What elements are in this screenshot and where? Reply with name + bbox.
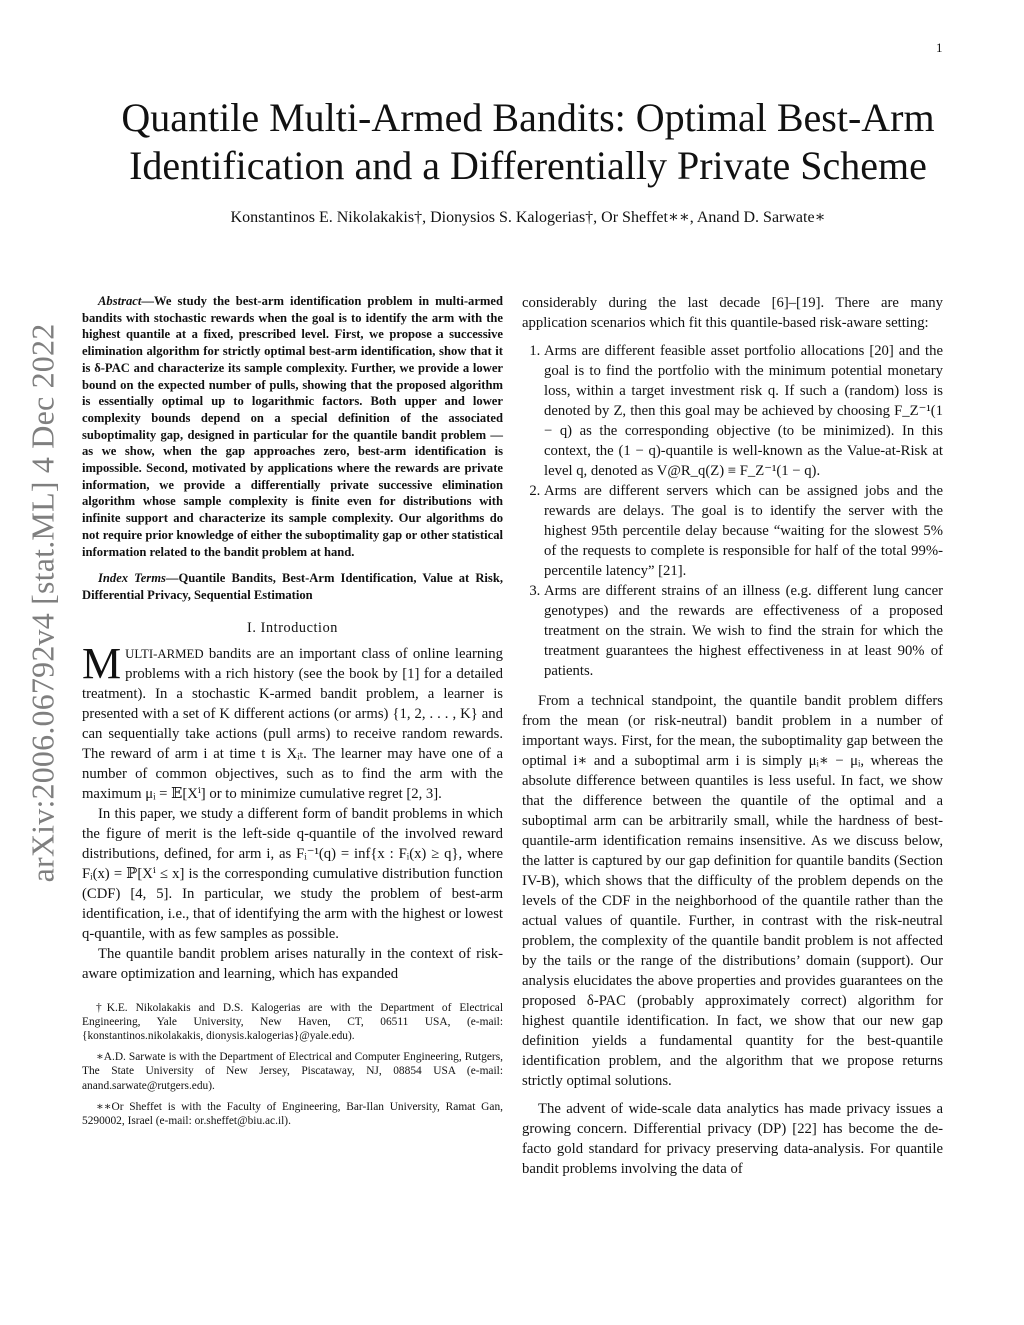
intro-paragraph-1 xyxy=(82,638,503,804)
right-paragraph-2: From a technical standpoint, the quantile bandit problem differs from the mean (or risk-neutral) bandit problem in a number of important ways. First, for the mean, the suboptimality gap between the optimal i∗ and a suboptimal arm i is simply μᵢ∗ − μᵢ, whereas the absolute difference between quantiles is less useful. In fact, we show that the difference between the quantile of the optimal and a suboptimal arm can be arbitrarily small, while the hardness of best-quantile-arm identification remains insensitive. As we discuss below, the latter is captured by our gap definition for quantile bandits (Section IV-B), which shows that the difficulty of the problem depends on the levels of the CDF in the neighborhood of the quantile rather than the actual values of quantile. Further, in contrast with the risk-neutral problem, the complexity of the quantile bandit problem is not affected by the tails or the range of the distributions’ domain (support). Our analysis elucidates the above properties and provides guarantees on the proposed δ-PAC (probably approximately correct) algorithm for highest quantile identification. In fact, we show that our new gap definition yields a fundamental quantity for the best-quantile identification problem, and the algorithm that we propose returns strictly optimal solutions. xyxy=(522,693,943,1089)
list-item: 1. Arms are different feasible asset portfolio allocations [20] and the goal is to find the portfolio with the minimum potential monetary loss, within a target investment risk q. If such a (random) loss is denoted by Z, then this goal may be achieved by choosing F_Z⁻¹(1 − q) as the corresponding objective (to be minimized). In this context, the (1 − q)-quantile is well-known as the Value-at-Risk at level q, denoted as V@R_q(Z) ≡ F_Z⁻¹(1 − q). xyxy=(544,341,943,481)
right-paragraph-1: considerably during the last decade [6]–[19]. There are many application scenarios which fit this quantile-based risk-aware setting: xyxy=(522,295,943,331)
footnote-yale: †K.E. Nikolakakis and D.S. Kalogerias are with the Department of Electrical Engineering, Yale University, New Haven, CT, 06511 USA, (e-mail: {konstantinos.nikolakakis, dionysis.kalogerias}@yale.edu). xyxy=(82,1001,503,1043)
abstract xyxy=(82,293,503,560)
left-column xyxy=(82,293,503,1128)
paper-title xyxy=(60,94,996,190)
title-line-2: Identification and a Differentially Private Scheme xyxy=(129,143,927,188)
index-terms-label: Index Terms xyxy=(98,571,166,586)
page-number: 1 xyxy=(936,40,943,55)
drop-cap-rest: ULTI-ARMED xyxy=(125,646,204,661)
application-list xyxy=(522,341,943,681)
index-terms xyxy=(82,570,503,603)
intro-paragraph-2: In this paper, we study a different form of bandit problems in which the figure of merit is the left-side q-quantile of the involved reward distributions, defined, for arm i, as Fᵢ⁻¹(q) = inf{x : Fᵢ(x) ≥ q}, where Fᵢ(x) = ℙ[Xⁱ ≤ x] is the corresponding cumulative distribution function (CDF) [4, 5]. In particular, we study the problem of best-arm identification, i.e., that of identifying the arm with the highest or lowest q-quantile, with as few samples as possible. xyxy=(82,805,503,942)
abstract-body: —We study the best-arm identification problem in multi-armed bandits with stochastic rewards when the goal is to identify the arm with the highest quantile at a fixed, prescribed level. First, we propose a successive elimination algorithm for strictly optimal best-arm identification, show that it is δ-PAC and characterize its sample complexity. Further, we provide a lower bound on the expected number of pulls, showing that the proposed algorithm is essentially optimal up to logarithmic factors. Both upper and lower complexity bounds depend on a special definition of the associated suboptimality gap, designed in particular for the quantile bandit problem — as we show, when the gap approaches zero, best-arm identification is impossible. Second, motivated by applications where the rewards are private information, we provide a differentially private successive elimination algorithm whose sample complexity is finite even for distributions with infinite support and characterize its sample complexity. Our algorithms do not require prior knowledge of either the suboptimality gap or other statistical information related to the bandit problem at hand. xyxy=(82,294,503,559)
arxiv-identifier: arXiv:2006.06792v4 [stat.ML] 4 Dec 2022 xyxy=(24,323,61,883)
intro-paragraph-1-text: bandits are an important class of online learning problems with a rich history (see the book by [1] for a detailed treatment). In a stochastic K-armed bandit problem, a learner is presented with a set of K different actions (or arms) {1, 2, . . . , K} and can sequentially take actions (pull arms) to receive random rewards. The reward of arm i at time t is Xᵢₜ. The learner may have one of a number of common objectives, such as to find the arm with the maximum μᵢ = 𝔼[Xⁱ] or to minimize cumulative regret [2, 3]. xyxy=(82,645,503,802)
footnote-rutgers: ∗A.D. Sarwate is with the Department of Electrical and Computer Engineering, Rutgers, The State University of New Jersey, Piscataway, NJ, 08854 USA (e-mail: anand.sarwate@rutgers.edu). xyxy=(82,1051,503,1092)
right-paragraph-3: The advent of wide-scale data analytics has made privacy issues a growing concern. Differential privacy (DP) [22] has become the de-facto gold standard for privacy preserving data-analysis. For quantile bandit problems involving the data of xyxy=(522,1101,943,1177)
title-line-1: Quantile Multi-Armed Bandits: Optimal Best-Arm xyxy=(121,95,935,140)
footnote-bar-ilan: ∗∗Or Sheffet is with the Faculty of Engineering, Bar-Ilan University, Ramat Gan, 5290002, Israel (e-mail: or.sheffet@biu.ac.il). xyxy=(82,1100,503,1128)
list-item: 3. Arms are different strains of an illness (e.g. different lung cancer genotypes) and the rewards are effectiveness of a proposed treatment on the strain. We wish to find the strain for which the treatment guarantees the highest effectiveness in at least 90% of patients. xyxy=(544,581,943,681)
drop-cap-letter: M xyxy=(82,638,122,688)
section-heading-introduction: I. Introduction xyxy=(247,619,338,636)
abstract-label: Abstract xyxy=(98,294,142,308)
intro-paragraph-3: The quantile bandit problem arises naturally in the context of risk-aware optimization and learning, which has expanded xyxy=(82,945,503,982)
footnotes xyxy=(82,1001,503,1129)
index-terms-body: —Quantile Bandits, Best-Arm Identification, Value at Risk, Differential Privacy, Sequential Estimation xyxy=(82,571,503,602)
author-list: Konstantinos E. Nikolakakis†, Dionysios S. Kalogerias†, Or Sheffet∗∗, Anand D. Sarwate∗ xyxy=(230,209,826,226)
right-column xyxy=(522,293,943,1179)
list-item: 2. Arms are different servers which can be assigned jobs and the rewards are delays. The goal is to identify the server with the highest 95th percentile delay because “waiting for the slowest 5% of the requests to complete is responsible for half of the total 99%-percentile latency” [21]. xyxy=(544,481,943,581)
